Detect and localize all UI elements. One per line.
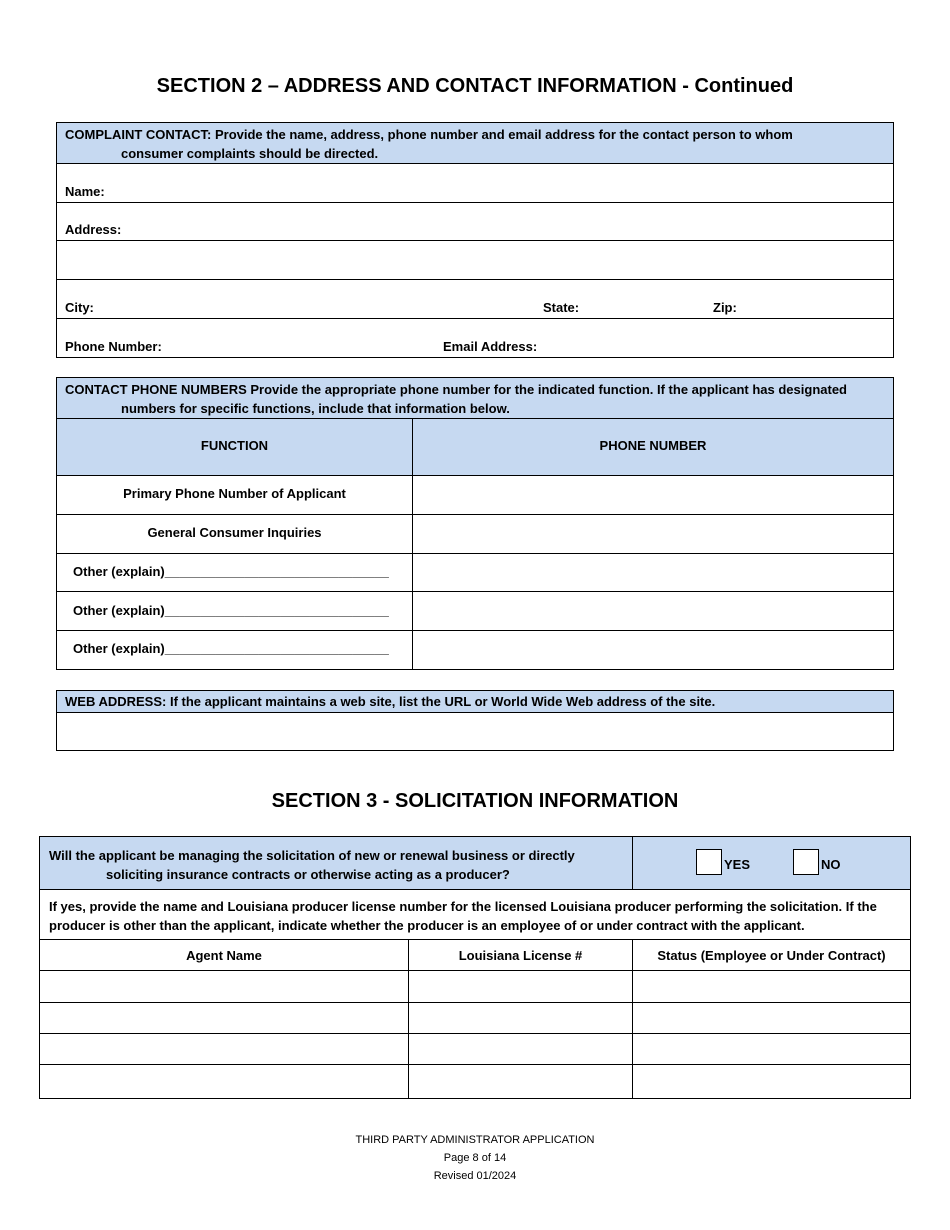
footer-page-number: Page 8 of 14 <box>443 1152 507 1164</box>
function-row-other-2[interactable]: Other (explain)_______________________________ <box>73 603 389 618</box>
address-field-line1[interactable] <box>167 203 891 239</box>
agent-name-field-4[interactable] <box>42 1066 406 1094</box>
function-column-header: FUNCTION <box>200 438 269 453</box>
phone-field-other-2[interactable] <box>415 593 891 628</box>
section2-title: SECTION 2 – ADDRESS AND CONTACT INFORMATION - Continued <box>156 75 794 97</box>
solicitation-question-line2: soliciting insurance contracts or otherwise acting as a producer? <box>106 867 510 882</box>
city-field[interactable] <box>107 280 527 317</box>
status-field-1[interactable] <box>634 972 908 1000</box>
status-column-header: Status (Employee or Under Contract) <box>657 948 886 963</box>
email-address-label: Email Address: <box>443 339 538 354</box>
footer <box>0 1131 950 1185</box>
state-field[interactable] <box>587 280 707 317</box>
complaint-contact-header <box>57 123 893 163</box>
phone-number-column-header: PHONE NUMBER <box>599 438 707 453</box>
name-field[interactable] <box>167 164 891 201</box>
license-field-1[interactable] <box>410 972 630 1000</box>
complaint-header-line1: COMPLAINT CONTACT: Provide the name, address, phone number and email address for the contact person to whom <box>65 127 793 142</box>
phone-header-line1: CONTACT PHONE NUMBERS Provide the appropriate phone number for the indicated function. If the applicant has designated <box>65 382 847 397</box>
license-column-header: Louisiana License # <box>458 948 583 963</box>
complaint-header-line2: consumer complaints should be directed. <box>121 146 379 161</box>
agent-name-field-3[interactable] <box>42 1035 406 1062</box>
function-row-other-1[interactable]: Other (explain)_______________________________ <box>73 564 389 579</box>
status-field-3[interactable] <box>634 1035 908 1062</box>
no-checkbox[interactable] <box>793 849 819 875</box>
zip-field[interactable] <box>747 280 891 317</box>
solicitation-instructions-line1: If yes, provide the name and Louisiana producer license number for the licensed Louisiana producer performing the solicitation. If the <box>49 899 877 914</box>
address-label: Address: <box>65 222 122 237</box>
state-label: State: <box>543 300 580 315</box>
license-field-3[interactable] <box>410 1035 630 1062</box>
status-field-2[interactable] <box>634 1004 908 1031</box>
agent-name-column-header: Agent Name <box>186 948 262 963</box>
phone-number-field[interactable] <box>177 319 437 356</box>
name-label: Name: <box>65 184 105 199</box>
web-address-header-text: WEB ADDRESS: If the applicant maintains a web site, list the URL or World Wide Web address of the site. <box>65 694 716 709</box>
web-address-field[interactable] <box>59 714 891 748</box>
function-row-other-3[interactable]: Other (explain)_______________________________ <box>73 641 389 656</box>
license-field-4[interactable] <box>410 1066 630 1094</box>
agent-name-field-1[interactable] <box>42 972 406 1000</box>
web-address-header <box>57 691 893 712</box>
agent-name-field-2[interactable] <box>42 1004 406 1031</box>
complaint-contact-table <box>56 122 894 358</box>
phone-number-label: Phone Number: <box>65 339 162 354</box>
web-address-table <box>56 690 894 751</box>
phone-header-line2: numbers for specific functions, include that information below. <box>121 401 510 416</box>
address-field-line2[interactable] <box>59 241 891 278</box>
function-row-primary: Primary Phone Number of Applicant <box>123 486 346 501</box>
solicitation-instructions-line2: producer is other than the applicant, indicate whether the producer is an employee of or under contract with the applicant. <box>49 918 805 933</box>
zip-label: Zip: <box>713 300 737 315</box>
section3-title: SECTION 3 - SOLICITATION INFORMATION <box>271 790 679 812</box>
email-address-field[interactable] <box>547 319 891 356</box>
solicitation-question-line1: Will the applicant be managing the solicitation of new or renewal business or directly <box>49 848 575 863</box>
phone-field-other-3[interactable] <box>415 632 891 667</box>
phone-numbers-header <box>57 378 893 418</box>
license-field-2[interactable] <box>410 1004 630 1031</box>
status-field-4[interactable] <box>634 1066 908 1094</box>
function-row-general-inquiries: General Consumer Inquiries <box>147 525 322 540</box>
phone-field-primary[interactable] <box>415 477 891 512</box>
contact-phone-numbers-table <box>56 377 894 670</box>
no-label: NO <box>821 857 841 872</box>
city-label: City: <box>65 300 94 315</box>
yes-label: YES <box>724 857 751 872</box>
footer-revision: Revised 01/2024 <box>433 1170 517 1182</box>
phone-field-general-inquiries[interactable] <box>415 516 891 551</box>
footer-form-title: THIRD PARTY ADMINISTRATOR APPLICATION <box>355 1134 595 1146</box>
yes-checkbox[interactable] <box>696 849 722 875</box>
phone-field-other-1[interactable] <box>415 555 891 590</box>
solicitation-table <box>39 836 911 1099</box>
